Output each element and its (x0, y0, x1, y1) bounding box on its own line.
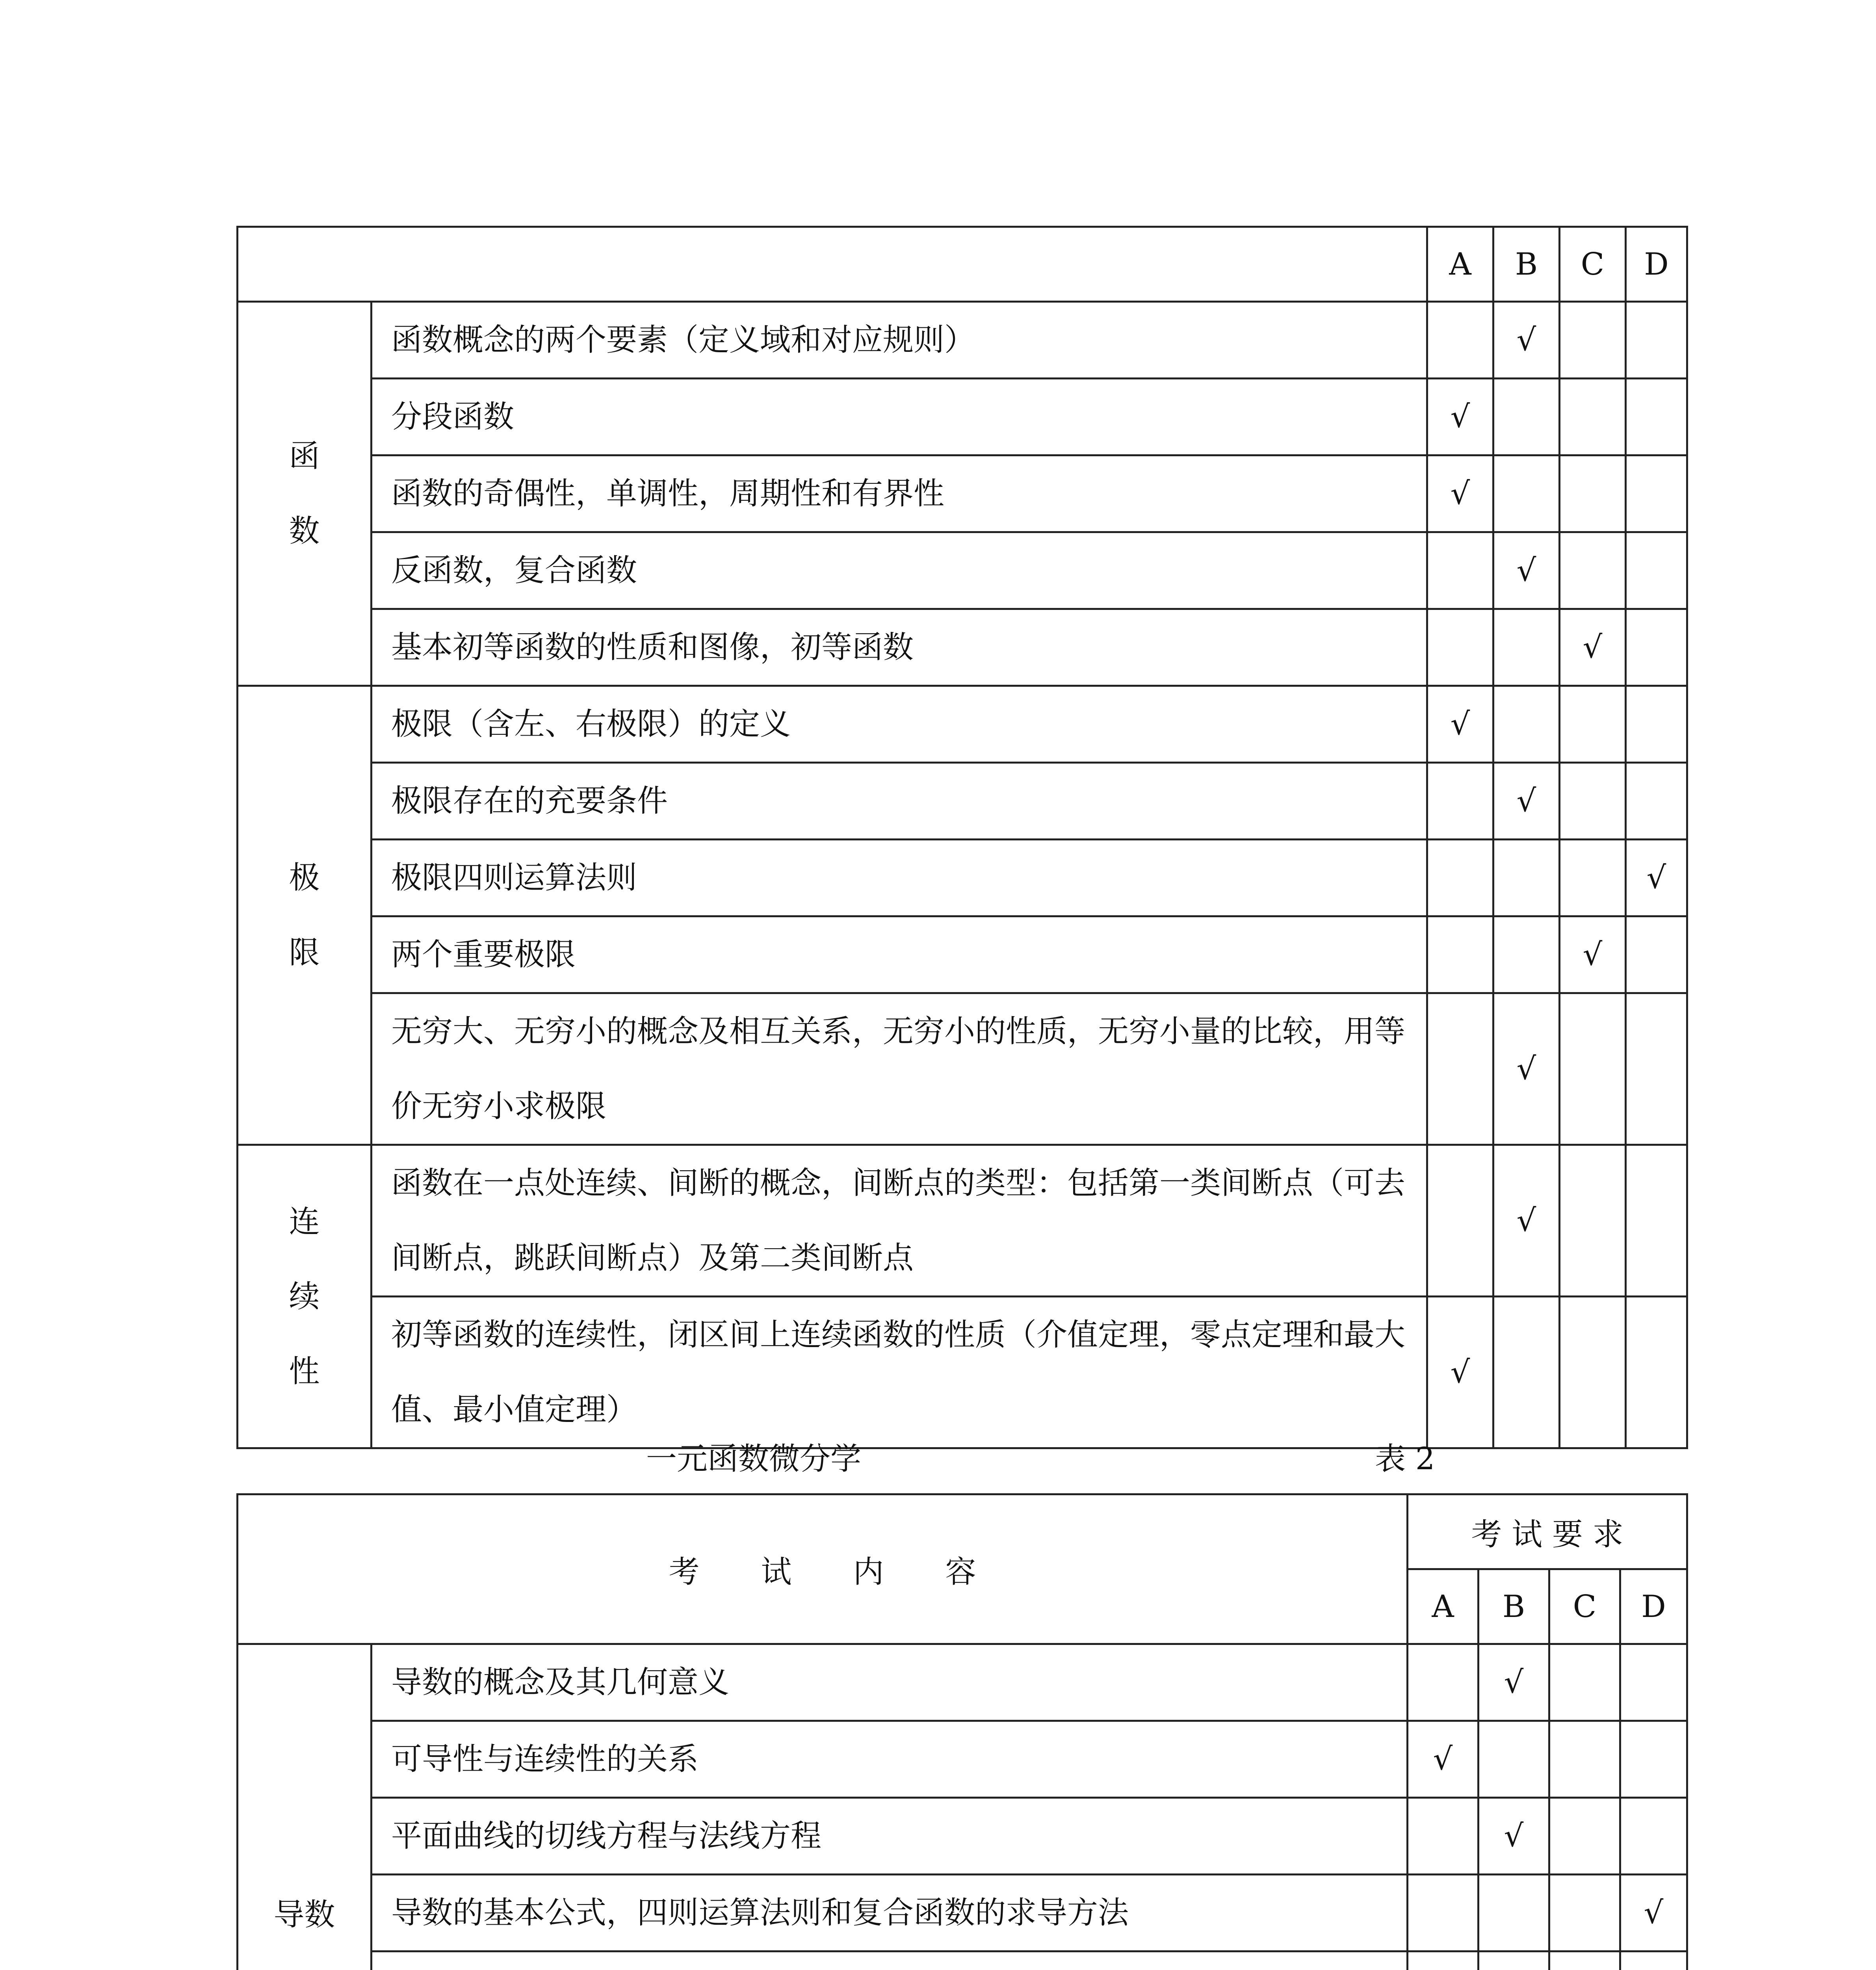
table-row (238, 379, 1687, 455)
header-col-c: C (1549, 1569, 1620, 1644)
level-d-cell (1620, 1721, 1687, 1798)
level-a-cell (1408, 1951, 1479, 1970)
level-c-cell (1560, 1297, 1626, 1448)
check-mark: √ (1516, 553, 1536, 588)
level-b-cell (1493, 455, 1560, 532)
table2-label: 表 2 (1375, 1441, 1435, 1477)
check-mark: √ (1450, 399, 1470, 435)
level-d-cell (1626, 840, 1687, 916)
level-c-cell (1560, 763, 1626, 840)
header-col-d: D (1626, 227, 1687, 302)
level-c-cell (1560, 455, 1626, 532)
check-mark: √ (1450, 1355, 1470, 1390)
table2-title: 一元函数微分学 (646, 1441, 862, 1477)
level-b-cell (1479, 1875, 1549, 1951)
group-label-line: 数 (289, 513, 320, 549)
content-cell: 函数在一点处连续、间断的概念，间断点的类型：包括第一类间断点（可去间断点，跳跃间断点）及第二类间断点 (371, 1145, 1427, 1297)
level-b-cell (1479, 1644, 1549, 1721)
level-c-cell (1549, 1875, 1620, 1951)
level-b-cell (1493, 763, 1560, 840)
check-mark: √ (1516, 1051, 1536, 1087)
level-b-cell (1493, 993, 1560, 1145)
level-c-cell (1549, 1951, 1620, 1970)
level-a-cell (1427, 609, 1493, 686)
content-cell: 极限四则运算法则 (371, 840, 1427, 916)
level-d-cell (1626, 532, 1687, 609)
content-cell: 反函数，复合函数 (371, 532, 1427, 609)
table-row (238, 609, 1687, 686)
level-d-cell (1620, 1644, 1687, 1721)
content-cell: 无穷大、无穷小的概念及相互关系，无穷小的性质，无穷小量的比较，用等价无穷小求极限 (371, 993, 1427, 1145)
header-requirement-cell: 考 试 要 求 (1408, 1494, 1687, 1569)
group-label-line: 性 (289, 1353, 320, 1389)
header-content-cell: 考 试 内 容 (238, 1494, 1408, 1644)
content-cell: 初等函数的连续性，闭区间上连续函数的性质（介值定理，零点定理和最大值、最小值定理） (371, 1297, 1427, 1448)
level-a-cell (1427, 1145, 1493, 1297)
content-cell: 两个重要极限 (371, 916, 1427, 993)
level-d-cell (1626, 763, 1687, 840)
level-b-cell (1479, 1721, 1549, 1798)
level-a-cell (1427, 532, 1493, 609)
content-cell: 分段函数 (371, 379, 1427, 455)
level-d-cell (1620, 1798, 1687, 1875)
group-label-line: 连 (289, 1204, 320, 1240)
table-row (238, 532, 1687, 609)
content-cell: 平面曲线的切线方程与法线方程 (371, 1798, 1408, 1875)
table-row (238, 1145, 1687, 1297)
header-col-b: B (1493, 227, 1560, 302)
group-label-line: 函 (289, 439, 320, 474)
level-a-cell (1408, 1875, 1479, 1951)
table-row (238, 1297, 1687, 1448)
level-c-cell (1560, 379, 1626, 455)
check-mark: √ (1516, 783, 1536, 819)
level-a-cell (1408, 1721, 1479, 1798)
check-mark: √ (1504, 1665, 1524, 1700)
level-a-cell (1427, 379, 1493, 455)
header-blank-cell (238, 227, 1427, 302)
header-col-a: A (1408, 1569, 1479, 1644)
level-d-cell (1626, 455, 1687, 532)
check-mark: √ (1433, 1741, 1453, 1777)
content-cell: 函数概念的两个要素（定义域和对应规则） (371, 302, 1427, 379)
content-cell: 基本初等函数的性质和图像，初等函数 (371, 609, 1427, 686)
content-cell: 导数的概念及其几何意义 (371, 1644, 1408, 1721)
table-row (238, 1875, 1687, 1951)
table-row (238, 302, 1687, 379)
level-d-cell (1626, 1297, 1687, 1448)
table-row (238, 1644, 1687, 1721)
level-b-cell (1493, 1145, 1560, 1297)
group-label-line: 限 (289, 935, 320, 970)
level-c-cell (1560, 1145, 1626, 1297)
group-label (238, 1145, 371, 1448)
check-mark: √ (1516, 1203, 1536, 1238)
table-row (238, 840, 1687, 916)
level-a-cell (1427, 763, 1493, 840)
header-col-b: B (1479, 1569, 1549, 1644)
level-c-cell (1560, 609, 1626, 686)
table-row (238, 686, 1687, 763)
level-a-cell (1427, 840, 1493, 916)
check-mark: √ (1644, 1895, 1664, 1931)
check-mark: √ (1516, 322, 1536, 358)
level-d-cell (1620, 1951, 1687, 1970)
check-mark: √ (1646, 860, 1666, 896)
level-c-cell (1560, 532, 1626, 609)
group-label-line: 导数 (273, 1897, 335, 1933)
header-row (238, 1494, 1687, 1569)
content-cell (371, 1951, 1408, 1970)
level-a-cell (1427, 916, 1493, 993)
level-a-cell (1408, 1798, 1479, 1875)
level-a-cell (1427, 686, 1493, 763)
level-c-cell (1560, 302, 1626, 379)
table-row (238, 455, 1687, 532)
level-b-cell (1493, 302, 1560, 379)
level-b-cell (1493, 686, 1560, 763)
level-c-cell (1549, 1798, 1620, 1875)
content-cell: 导数的基本公式，四则运算法则和复合函数的求导方法 (371, 1875, 1408, 1951)
level-a-cell (1427, 455, 1493, 532)
level-b-cell (1479, 1951, 1549, 1970)
group-label (238, 686, 371, 1145)
table-function-limit-continuity (236, 226, 1688, 1449)
table-row (238, 763, 1687, 840)
level-b-cell (1493, 840, 1560, 916)
header-row (238, 227, 1687, 302)
check-mark: √ (1583, 630, 1603, 665)
group-label-line (238, 1952, 370, 1970)
table-row (238, 916, 1687, 993)
level-d-cell (1626, 686, 1687, 763)
level-b-cell (1493, 916, 1560, 993)
level-b-cell (1493, 1297, 1560, 1448)
level-a-cell (1408, 1644, 1479, 1721)
level-a-cell (1427, 1297, 1493, 1448)
level-d-cell (1626, 609, 1687, 686)
check-mark: √ (1450, 476, 1470, 511)
table-row (238, 1951, 1687, 1970)
level-b-cell (1479, 1798, 1549, 1875)
level-c-cell (1549, 1644, 1620, 1721)
level-a-cell (1427, 993, 1493, 1145)
table-row (238, 1798, 1687, 1875)
group-label (238, 302, 371, 686)
check-mark: √ (1583, 937, 1603, 972)
group-label (238, 1644, 371, 1970)
level-b-cell (1493, 532, 1560, 609)
table-univariate-differential-calculus (236, 1493, 1688, 1970)
level-b-cell (1493, 609, 1560, 686)
level-b-cell (1493, 379, 1560, 455)
level-d-cell (1626, 302, 1687, 379)
table-row (238, 993, 1687, 1145)
level-d-cell (1626, 379, 1687, 455)
level-c-cell (1560, 993, 1626, 1145)
header-col-d: D (1620, 1569, 1687, 1644)
group-label-line: 极 (289, 860, 320, 896)
level-d-cell (1626, 993, 1687, 1145)
level-c-cell (1549, 1721, 1620, 1798)
level-c-cell (1560, 916, 1626, 993)
level-c-cell (1560, 686, 1626, 763)
level-d-cell (1626, 1145, 1687, 1297)
group-label-line: 续 (289, 1279, 320, 1314)
level-d-cell (1620, 1875, 1687, 1951)
check-mark: √ (1450, 706, 1470, 742)
content-cell: 函数的奇偶性，单调性，周期性和有界性 (371, 455, 1427, 532)
level-d-cell (1626, 916, 1687, 993)
content-cell: 极限（含左、右极限）的定义 (371, 686, 1427, 763)
table-row (238, 1721, 1687, 1798)
content-cell: 极限存在的充要条件 (371, 763, 1427, 840)
header-col-a: A (1427, 227, 1493, 302)
level-a-cell (1427, 302, 1493, 379)
header-col-c: C (1560, 227, 1626, 302)
content-cell: 可导性与连续性的关系 (371, 1721, 1408, 1798)
level-c-cell (1560, 840, 1626, 916)
check-mark: √ (1504, 1818, 1524, 1854)
